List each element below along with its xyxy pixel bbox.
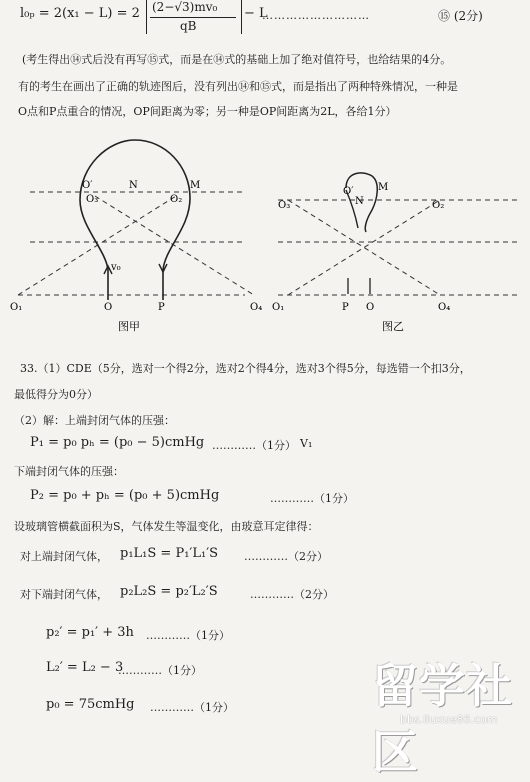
lower-gas-intro: 下端封闭气体的压强： (14, 465, 124, 478)
q33-line-1: 33.（1）CDE（5分，选对一个得2分，选对2个得4分，选对3个得5分，每选错一个扣3分， (20, 362, 471, 375)
note-line-1: (考生得出⑭式后没有再写⑮式，而是在⑭式的基础上加了绝对值符号，也给结果的4分。 (22, 53, 452, 66)
equation-3-label: 对上端封闭气体， (20, 550, 108, 563)
figure-2-label-o: O (366, 302, 375, 313)
formula-tail: − L (244, 6, 268, 21)
equation-5-mark: …………（1分） (146, 629, 230, 642)
figure-1-caption: 图甲 (118, 320, 140, 333)
figure-2-dashed-cross-b (288, 200, 440, 295)
figure-2-caption: 图乙 (382, 320, 404, 333)
equation-1: P₁ = p₀ pₕ = (p₀ − 5)cmHg (30, 435, 205, 450)
figure-1-label-n: N (129, 180, 138, 191)
equation-6: L₂′ = L₂ − 3 (46, 660, 124, 675)
figure-1-label-o1: O₁ (10, 302, 23, 313)
figure-1-dashed-cross-b (95, 196, 254, 295)
figure-1-label-o2: O₂ (170, 194, 183, 205)
watermark-url: bbs.liuxue86.com (400, 713, 498, 726)
equation-3-mark: …………（2分） (244, 550, 328, 563)
figure-1-label-o: O (104, 302, 113, 313)
equation-7: p₀ = 75cmHg (46, 697, 135, 712)
figure-1-label-o-prime: O′ (82, 180, 93, 191)
formula-fraction-numerator: (2−√3)mv₀ (152, 0, 218, 14)
equation-1-tail: V₁ (300, 437, 313, 450)
figure-2-label-o1: O₁ (272, 302, 285, 313)
figure-1-label-p: P (158, 302, 165, 313)
equation-4-label: 对下端封闭气体， (20, 588, 108, 601)
trajectory-figures (0, 128, 530, 348)
formula-lhs: l₀ₚ = 2(x₁ − L) = 2 (20, 6, 140, 21)
figure-2-label-o4: O₄ (438, 302, 451, 313)
watermark-logo: 留学社区 (372, 659, 513, 779)
formula-top (20, 6, 140, 21)
figure-1-dashed-cross-a (18, 196, 176, 295)
figure-2-label-o3: O₃ (278, 200, 291, 211)
figure-1-trajectory (80, 140, 190, 300)
assumption-text: 设玻璃管横截面积为S，气体发生等温变化，由玻意耳定律得： (14, 520, 319, 533)
formula-dots: ……………………… (262, 9, 370, 22)
formula-fraction-bar (150, 17, 236, 18)
figure-2 (272, 173, 520, 333)
q33-line-2: 最低得分为0分） (14, 388, 98, 401)
figure-1-label-v0: v₀ (111, 262, 121, 273)
figure-1 (10, 140, 262, 333)
equation-4-mark: …………（2分） (250, 588, 334, 601)
equation-6-mark: …………（1分） (118, 664, 202, 677)
note-line-3: O点和P点重合的情况，OP间距离为零；另一种是OP间距离为2L，各给1分） (18, 105, 397, 118)
equation-2-mark: …………（1分） (270, 492, 354, 505)
figure-2-label-o-prime: O′ (343, 186, 354, 197)
figure-2-label-o2: O₂ (432, 200, 445, 211)
figure-1-label-o3: O₃ (86, 194, 99, 205)
figure-2-label-p: P (342, 302, 349, 313)
note-line-2: 有的考生在画出了正确的轨迹图后，没有列出⑭和⑮式，而是指出了两种特殊情况，一种是 (18, 80, 458, 93)
equation-1-mark: …………（1分） (212, 439, 296, 452)
equation-7-mark: …………（1分） (150, 701, 234, 714)
figure-2-label-m: M (378, 182, 389, 193)
formula-fraction-denominator: qB (180, 19, 197, 33)
solution-intro: （2）解：上端封闭气体的压强： (14, 414, 175, 427)
equation-5: p₂′ = p₁′ + 3h (46, 625, 134, 640)
figure-2-label-n: N (355, 196, 364, 207)
equation-4: p₂L₂S = p₂′L₂′S (120, 584, 218, 599)
figure-2-dashed-cross-a (288, 200, 440, 295)
formula-mark: ⑮ (2分) (438, 9, 483, 23)
figure-1-label-o4: O₄ (250, 302, 263, 313)
equation-2: P₂ = p₀ + pₕ = (p₀ + 5)cmHg (30, 488, 220, 503)
equation-3: p₁L₁S = P₁′L₁′S (120, 546, 219, 561)
figure-1-label-m: M (190, 180, 201, 191)
